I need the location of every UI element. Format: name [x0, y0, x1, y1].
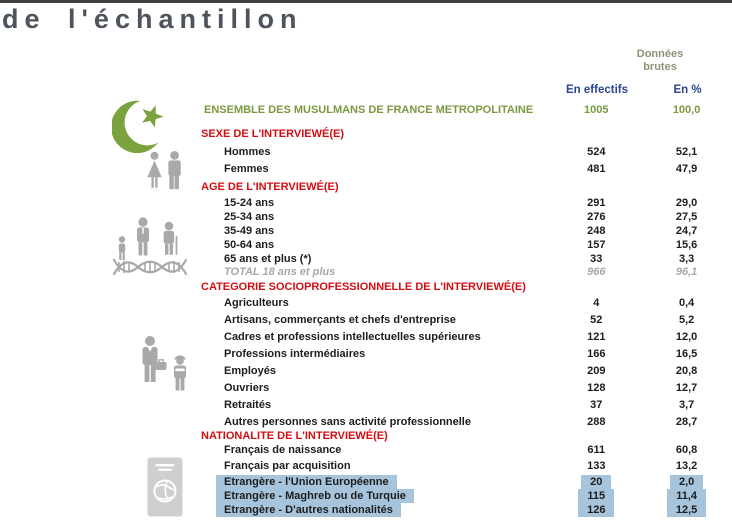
- table-row: [0, 297, 732, 310]
- table-row: [0, 197, 732, 210]
- row-effectifs: 33: [590, 253, 603, 265]
- row-effectifs: 1005: [584, 104, 609, 116]
- row-effectifs: 4: [593, 297, 600, 309]
- row-effectifs: 524: [587, 146, 606, 158]
- table-row: [0, 225, 732, 238]
- row-pct: 13,2: [675, 460, 698, 472]
- row-label: Hommes: [224, 146, 271, 158]
- row-pct: 60,8: [675, 444, 698, 456]
- row-label: 25-34 ans: [224, 211, 275, 223]
- column-group-line2: brutes: [643, 61, 677, 73]
- row-label: Professions intermédiaires: [224, 348, 366, 360]
- table-row: [0, 348, 732, 361]
- row-pct: 15,6: [675, 239, 698, 251]
- table-row-total: [0, 266, 732, 279]
- row-label: Etrangère - D'autres nationalités: [216, 503, 401, 517]
- row-effectifs: 157: [587, 239, 606, 251]
- column-header-pct: En %: [673, 84, 702, 96]
- row-label: 15-24 ans: [224, 197, 275, 209]
- row-pct: 12,0: [675, 331, 698, 343]
- column-group-header: [588, 48, 732, 74]
- section-label: AGE DE L'INTERVIEWÉ(E): [201, 181, 339, 193]
- row-label: Français par acquisition: [224, 460, 351, 472]
- row-effectifs: 288: [587, 416, 606, 428]
- row-label: Etrangère - l'Union Européenne: [216, 475, 397, 489]
- row-label: Autres personnes sans activité professionnelle: [224, 416, 471, 428]
- row-effectifs: 611: [587, 444, 606, 456]
- row-label: Artisans, commerçants et chefs d'entreprise: [224, 314, 456, 326]
- row-label: Employés: [224, 365, 276, 377]
- page-top-edge: [0, 0, 732, 3]
- table-row: [0, 331, 732, 344]
- row-pct: 20,8: [675, 365, 698, 377]
- row-pct: 12,5: [667, 503, 706, 517]
- table-row: [0, 314, 732, 327]
- table-row: [0, 416, 732, 429]
- column-group-line1: Données: [636, 48, 684, 60]
- row-effectifs: 481: [587, 163, 606, 175]
- section-header-csp: [0, 281, 732, 294]
- section-header-sexe: [0, 128, 732, 141]
- row-pct: 24,7: [675, 225, 698, 237]
- row-pct: 12,7: [675, 382, 698, 394]
- section-label: NATIONALITE DE L'INTERVIEWÉ(E): [201, 430, 388, 442]
- row-effectifs: 115: [578, 489, 614, 503]
- table-row: [0, 382, 732, 395]
- row-effectifs: 291: [587, 197, 606, 209]
- table-row: [0, 211, 732, 224]
- row-label: Etrangère - Maghreb ou de Turquie: [216, 489, 414, 503]
- table-row-highlighted: [0, 504, 732, 517]
- row-pct: 5,2: [678, 314, 695, 326]
- table-row: [0, 460, 732, 473]
- row-pct: 47,9: [675, 163, 698, 175]
- row-pct: 100,0: [672, 104, 701, 116]
- table-row: [0, 239, 732, 252]
- row-effectifs: 128: [587, 382, 606, 394]
- row-label: 50-64 ans: [224, 239, 275, 251]
- row-effectifs: 133: [587, 460, 606, 472]
- column-header-effectifs: En effectifs: [566, 84, 628, 96]
- row-label: Agriculteurs: [224, 297, 289, 309]
- page-title: de l'échantillon: [2, 4, 303, 34]
- row-effectifs: 52: [590, 314, 603, 326]
- section-label: SEXE DE L'INTERVIEWÉ(E): [201, 128, 344, 140]
- row-label: Cadres et professions intellectuelles supérieures: [224, 331, 481, 343]
- row-pct: 0,4: [678, 297, 695, 309]
- table-row: [0, 399, 732, 412]
- row-pct: 16,5: [675, 348, 698, 360]
- row-effectifs: 37: [590, 399, 603, 411]
- row-pct: 3,7: [678, 399, 695, 411]
- row-label: TOTAL 18 ans et plus: [224, 266, 336, 278]
- table-row: [0, 163, 732, 176]
- row-effectifs: 209: [587, 365, 606, 377]
- table-row: [0, 253, 732, 266]
- row-label: Femmes: [224, 163, 269, 175]
- table-row-ensemble: [0, 104, 732, 117]
- table-row: [0, 444, 732, 457]
- row-label: 35-49 ans: [224, 225, 275, 237]
- table-row: [0, 365, 732, 378]
- row-effectifs: 126: [578, 503, 614, 517]
- row-pct: 28,7: [675, 416, 698, 428]
- row-effectifs: 121: [587, 331, 606, 343]
- section-header-nationalite: [0, 430, 732, 443]
- row-effectifs: 248: [587, 225, 606, 237]
- row-label: Retraités: [224, 399, 272, 411]
- row-pct: 29,0: [675, 197, 698, 209]
- section-label: CATEGORIE SOCIOPROFESSIONNELLE DE L'INTERVIEWÉ(E): [201, 281, 526, 293]
- row-effectifs: 276: [587, 211, 606, 223]
- row-label: Ouvriers: [224, 382, 270, 394]
- row-label: Français de naissance: [224, 444, 342, 456]
- row-pct: 27,5: [675, 211, 698, 223]
- table-row-highlighted: [0, 476, 732, 489]
- row-label: ENSEMBLE DES MUSULMANS DE FRANCE METROPOLITAINE: [204, 104, 534, 116]
- table-row-highlighted: [0, 490, 732, 503]
- row-label: 65 ans et plus (*): [224, 253, 312, 265]
- row-pct: 2,0: [670, 475, 703, 489]
- row-pct: 52,1: [675, 146, 698, 158]
- row-effectifs: 20: [581, 475, 611, 489]
- table-row: [0, 146, 732, 159]
- row-pct: 3,3: [678, 253, 695, 265]
- row-pct: 96,1: [675, 266, 698, 278]
- section-header-age: [0, 181, 732, 194]
- row-effectifs: 166: [587, 348, 606, 360]
- row-effectifs: 966: [587, 266, 606, 278]
- row-pct: 11,4: [667, 489, 706, 503]
